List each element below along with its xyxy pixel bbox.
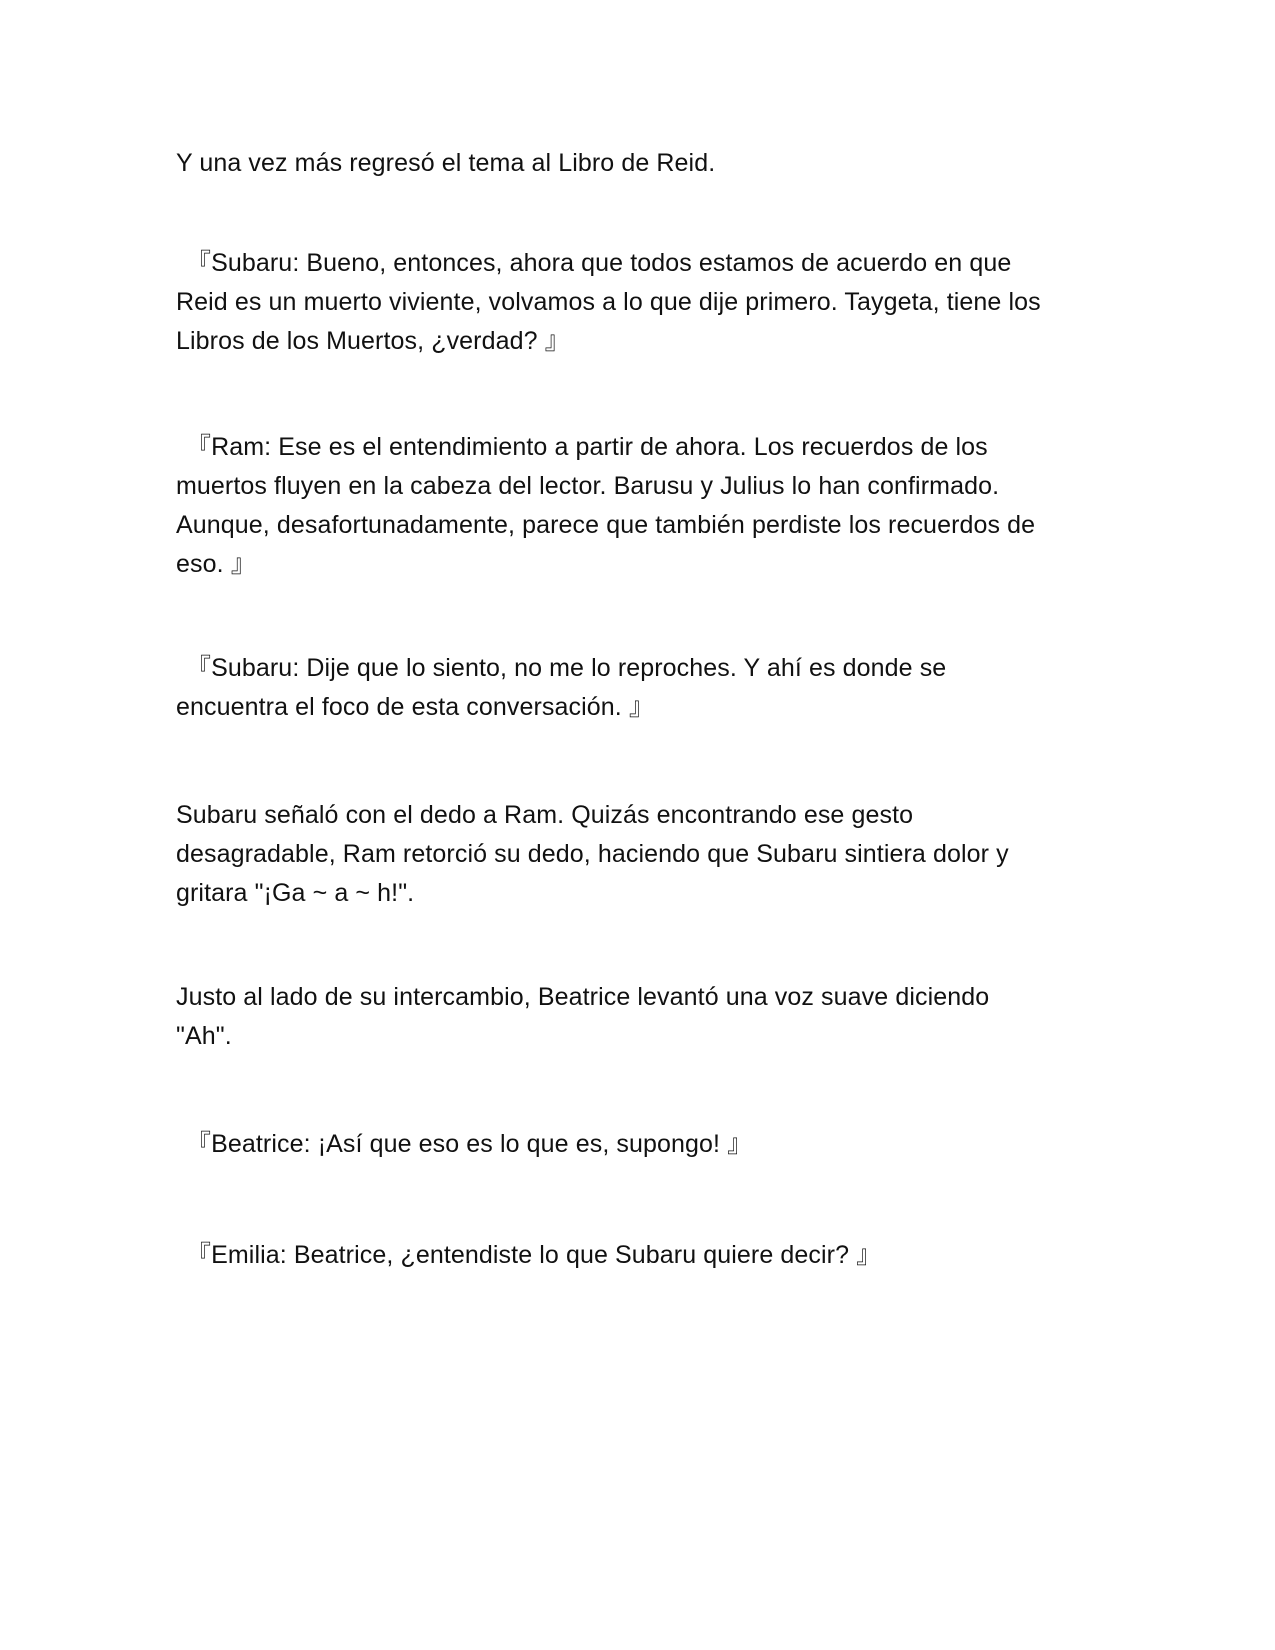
text-line: Aunque, desafortunadamente, parece que también perdiste los recuerdos de (176, 511, 1036, 539)
paragraph-dialogue-ram (176, 428, 1106, 584)
text-line: Libros de los Muertos, ¿verdad? 』 (176, 327, 570, 355)
text-line: 『Subaru: Bueno, entonces, ahora que todos estamos de acuerdo en que (186, 249, 1012, 277)
paragraph-dialogue-emilia (176, 1236, 1106, 1275)
text-line: Y una vez más regresó el tema al Libro de Reid. (176, 149, 716, 177)
paragraph-dialogue-subaru (176, 244, 1106, 361)
text-line: 『Subaru: Dije que lo siento, no me lo reproches. Y ahí es donde se (186, 654, 947, 682)
paragraph-narration (176, 144, 1106, 183)
text-line: 『Emilia: Beatrice, ¿entendiste lo que Subaru quiere decir? 』 (186, 1241, 882, 1269)
text-line: encuentra el foco de esta conversación. 』 (176, 693, 654, 721)
paragraph-dialogue-beatrice (176, 1125, 1106, 1164)
text-line: gritara "¡Ga ~ a ~ h!". (176, 879, 415, 907)
paragraph-dialogue-subaru (176, 649, 1106, 727)
text-line: Subaru señaló con el dedo a Ram. Quizás encontrando ese gesto (176, 801, 914, 829)
text-line: Reid es un muerto viviente, volvamos a lo que dije primero. Taygeta, tiene los (176, 288, 1041, 316)
paragraph-narration (176, 796, 1106, 913)
text-line: Justo al lado de su intercambio, Beatrice levantó una voz suave diciendo (176, 983, 990, 1011)
paragraph-narration (176, 978, 1106, 1056)
text-line: 『Beatrice: ¡Así que eso es lo que es, supongo! 』 (186, 1130, 753, 1158)
text-line: muertos fluyen en la cabeza del lector. Barusu y Julius lo han confirmado. (176, 472, 1000, 500)
text-line: "Ah". (176, 1022, 232, 1050)
text-line: eso. 』 (176, 550, 256, 578)
text-line: desagradable, Ram retorció su dedo, haciendo que Subaru sintiera dolor y (176, 840, 1009, 868)
text-line: 『Ram: Ese es el entendimiento a partir de ahora. Los recuerdos de los (186, 433, 988, 461)
